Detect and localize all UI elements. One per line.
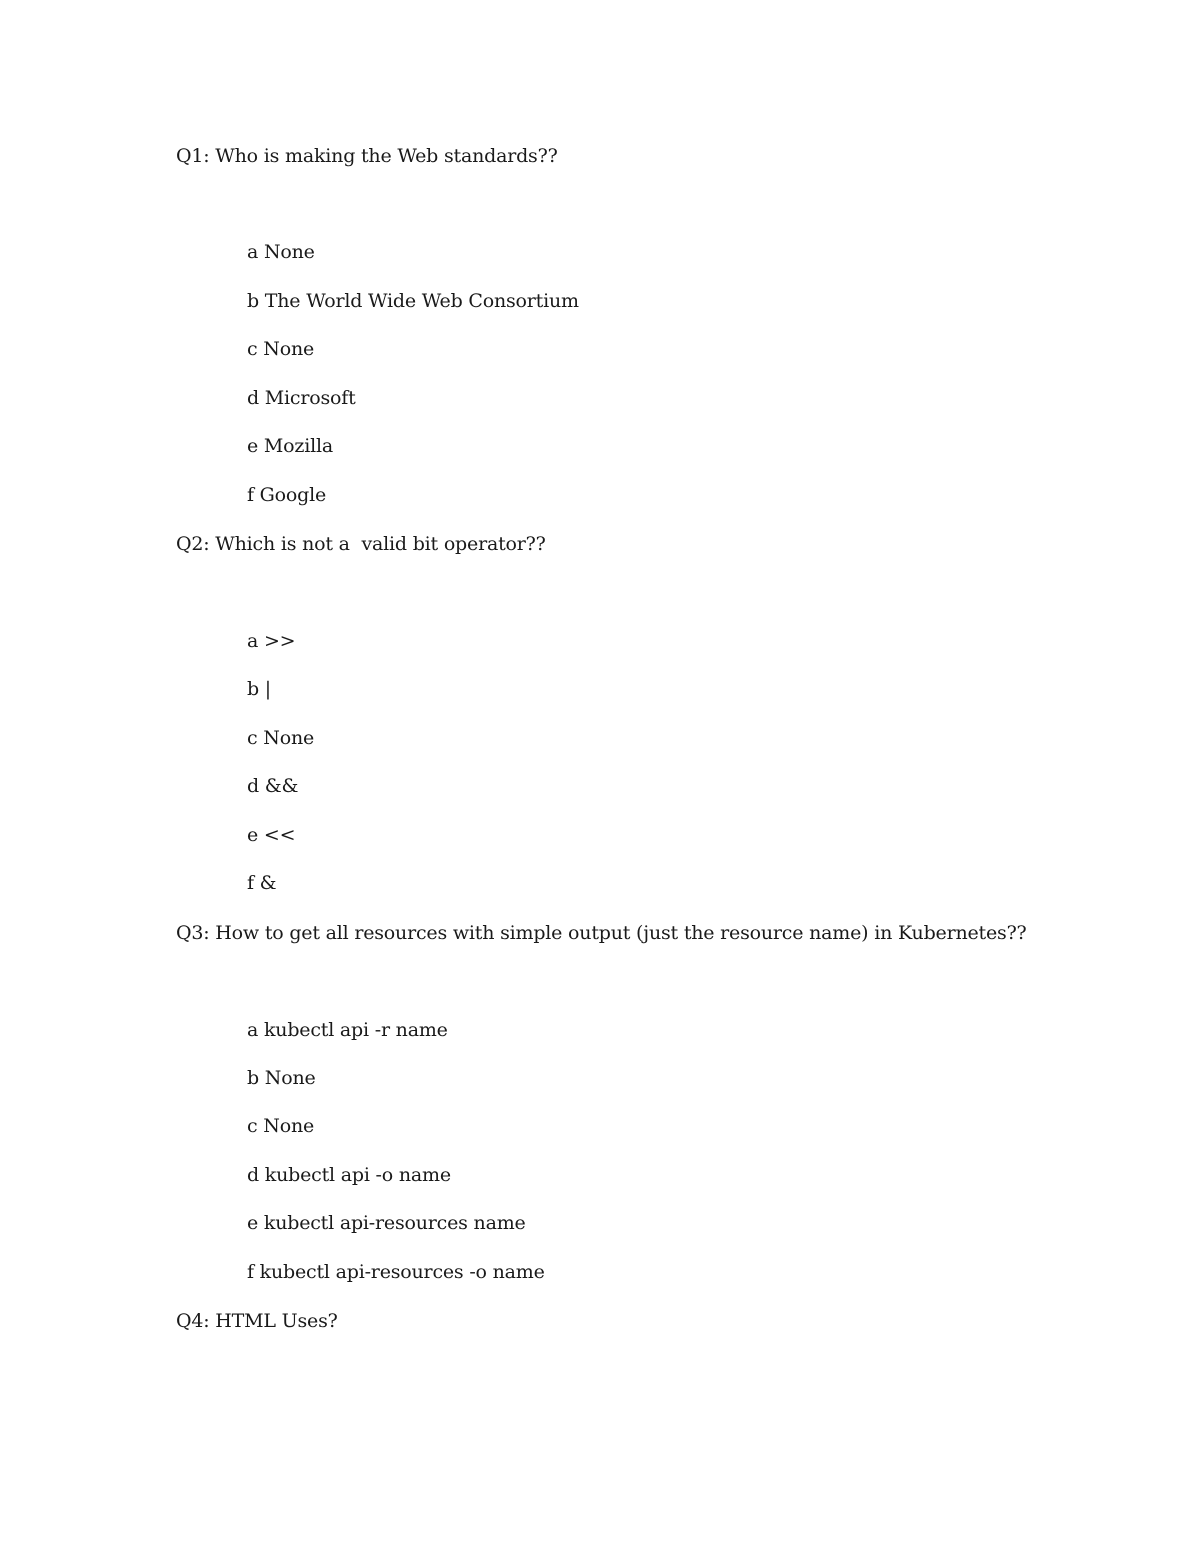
question-3: Q3: How to get all resources with simple output (just the resource name) in Kubernetes?? bbox=[176, 922, 1027, 944]
question-2: Q2: Which is not a valid bit operator?? bbox=[176, 533, 546, 555]
q3-option-a: a kubectl api -r name bbox=[247, 1019, 448, 1041]
question-1: Q1: Who is making the Web standards?? bbox=[176, 145, 558, 167]
q1-option-b: b The World Wide Web Consortium bbox=[247, 290, 579, 312]
q2-option-c: c None bbox=[247, 727, 315, 749]
q1-option-a: a None bbox=[247, 241, 315, 263]
q1-option-f: f Google bbox=[247, 484, 327, 506]
q3-option-c: c None bbox=[247, 1115, 315, 1137]
q2-option-e: e << bbox=[247, 824, 296, 846]
q3-option-f: f kubectl api-resources -o name bbox=[247, 1261, 545, 1283]
q2-option-f: f & bbox=[247, 872, 277, 894]
q2-option-a: a >> bbox=[247, 630, 296, 652]
q3-option-e: e kubectl api-resources name bbox=[247, 1212, 526, 1234]
q3-option-d: d kubectl api -o name bbox=[247, 1164, 451, 1186]
question-4: Q4: HTML Uses? bbox=[176, 1310, 338, 1332]
q1-option-e: e Mozilla bbox=[247, 435, 333, 457]
q2-option-b: b | bbox=[247, 678, 272, 700]
q1-option-d: d Microsoft bbox=[247, 387, 356, 409]
q2-option-d: d && bbox=[247, 775, 299, 797]
q3-option-b: b None bbox=[247, 1067, 316, 1089]
q1-option-c: c None bbox=[247, 338, 315, 360]
